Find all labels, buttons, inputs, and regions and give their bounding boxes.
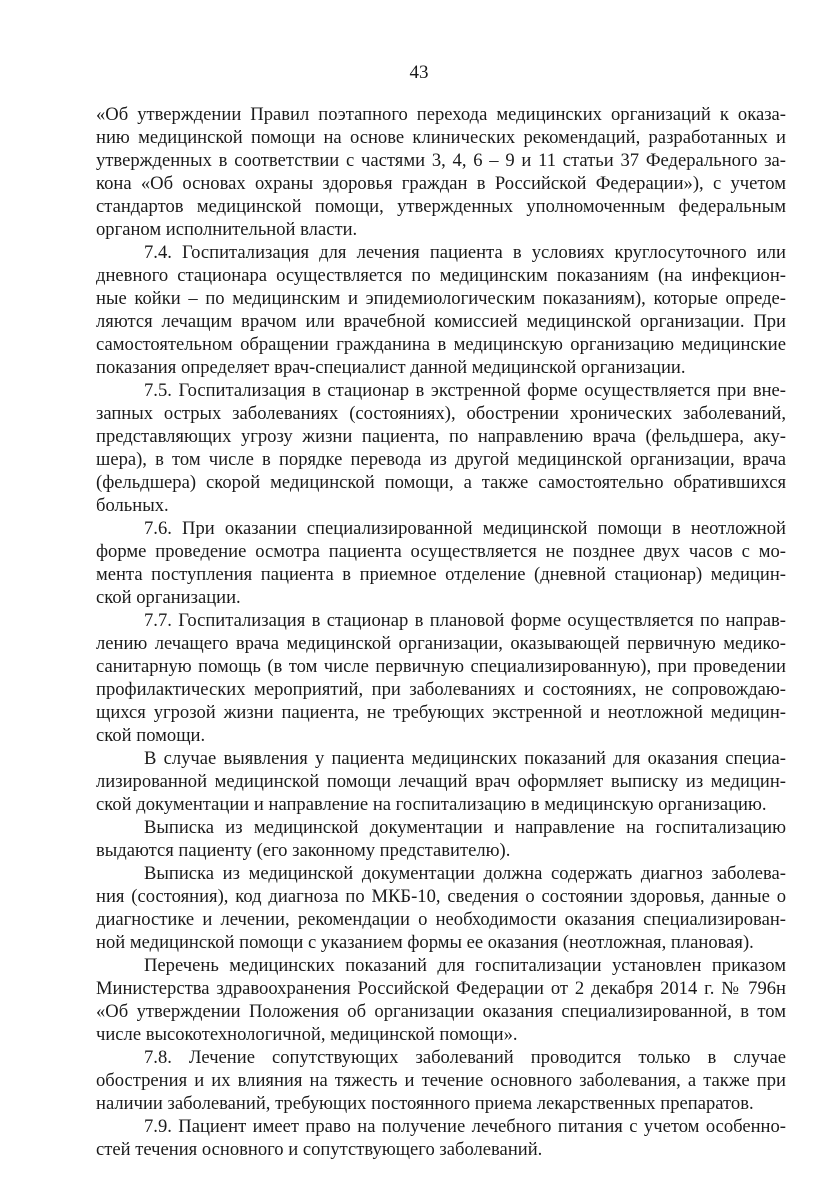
- text-line: самостоятельном обращении гражданина в медицинскую организацию медицинские: [96, 334, 786, 355]
- paragraph: [96, 379, 786, 517]
- text-line: выдаются пациенту (его законному представителю).: [96, 840, 511, 861]
- text-line: нию медицинской помощи на основе клинических рекомендаций, разработанных и: [96, 127, 786, 148]
- paragraph: [96, 103, 786, 241]
- page-number: 43: [409, 62, 429, 83]
- text-line: лению лечащего врача медицинской организации, оказывающей первичную медико-: [96, 633, 786, 654]
- text-line: ляются лечащим врачом или врачебной комиссией медицинской организации. При: [96, 311, 786, 332]
- text-line: лизированной медицинской помощи лечащий врач оформляет выписку из медицин-: [96, 771, 786, 792]
- text-line: представляющих угрозу жизни пациента, по направлению врача (фельдшера, аку-: [96, 426, 786, 447]
- text-line: 7.4. Госпитализация для лечения пациента в условиях круглосуточного или: [144, 242, 786, 263]
- text-line: ской документации и направление на госпитализацию в медицинскую организацию.: [96, 794, 767, 815]
- paragraph: [96, 241, 786, 379]
- text-line: 7.6. При оказании специализированной медицинской помощи в неотложной: [144, 518, 786, 539]
- text-line: мента поступления пациента в приемное отделение (дневной стационар) медицин-: [96, 564, 786, 585]
- text-line: запных острых заболеваниях (состояниях), обострении хронических заболеваний,: [96, 403, 786, 424]
- text-line: ской организации.: [96, 587, 241, 608]
- text-line: органом исполнительной власти.: [96, 219, 358, 240]
- paragraph: [96, 954, 786, 1046]
- text-line: 7.8. Лечение сопутствующих заболеваний проводится только в случае: [144, 1047, 786, 1068]
- paragraph: [96, 816, 786, 862]
- text-line: дневного стационара осуществляется по медицинским показаниям (на инфекцион-: [96, 265, 786, 286]
- text-line: 7.5. Госпитализация в стационар в экстренной форме осуществляется при вне-: [144, 380, 786, 401]
- text-line: кона «Об основах охраны здоровья граждан в Российской Федерации»), с учетом: [96, 173, 786, 194]
- text-line: 7.9. Пациент имеет право на получение лечебного питания с учетом особенно-: [144, 1116, 786, 1137]
- paragraph: [96, 517, 786, 609]
- text-line: ния (состояния), код диагноза по МКБ-10, сведения о состоянии здоровья, данные о: [96, 886, 786, 907]
- text-line: форме проведение осмотра пациента осуществляется не позднее двух часов с мо-: [96, 541, 786, 562]
- text-line: ской помощи.: [96, 725, 206, 746]
- text-line: «Об утверждении Правил поэтапного перехода медицинских организаций к оказа-: [96, 104, 786, 125]
- text-line: Выписка из медицинской документации должна содержать диагноз заболева-: [144, 863, 786, 884]
- text-line: (фельдшера) скорой медицинской помощи, а также самостоятельно обратившихся: [96, 472, 786, 493]
- text-line: санитарную помощь (в том числе первичную специализированную), при проведении: [96, 656, 786, 677]
- text-line: стей течения основного и сопутствующего заболеваний.: [96, 1139, 543, 1160]
- paragraph: [96, 862, 786, 954]
- text-line: 7.7. Госпитализация в стационар в плановой форме осуществляется по направ-: [144, 610, 786, 631]
- text-line: шера), в том числе в порядке перевода из другой медицинской организации, врача: [96, 449, 786, 470]
- text-line: больных.: [96, 495, 169, 516]
- text-line: щихся угрозой жизни пациента, не требующих экстренной и неотложной медицин-: [96, 702, 786, 723]
- text-line: обострения и их влияния на тяжесть и течение основного заболевания, а также при: [96, 1070, 786, 1091]
- paragraph: [96, 609, 786, 747]
- text-line: профилактических мероприятий, при заболеваниях и состояниях, не сопровождаю-: [96, 679, 786, 700]
- text-line: «Об утверждении Положения об организации оказания специализированной, в том: [96, 1001, 786, 1022]
- paragraph: [96, 747, 786, 816]
- text-line: числе высокотехнологичной, медицинской помощи».: [96, 1024, 518, 1045]
- text-line: ные койки – по медицинским и эпидемиологическим показаниям), которые опреде-: [96, 288, 786, 309]
- text-line: стандартов медицинской помощи, утвержденных уполномоченным федеральным: [96, 196, 786, 217]
- paragraph: [96, 1115, 786, 1161]
- text-line: Перечень медицинских показаний для госпитализации установлен приказом: [144, 955, 786, 976]
- text-line: Выписка из медицинской документации и направление на госпитализацию: [144, 817, 786, 838]
- paragraph: [96, 1046, 786, 1115]
- text-line: наличии заболеваний, требующих постоянного приема лекарственных препаратов.: [96, 1093, 754, 1114]
- text-line: показания определяет врач-специалист данной медицинской организации.: [96, 357, 686, 378]
- text-line: ной медицинской помощи с указанием формы ее оказания (неотложная, плановая).: [96, 932, 754, 953]
- text-line: В случае выявления у пациента медицинских показаний для оказания специа-: [144, 748, 786, 769]
- text-line: диагностике и лечении, рекомендации о необходимости оказания специализирован-: [96, 909, 786, 930]
- document-body: [96, 103, 786, 1161]
- text-line: утвержденных в соответствии с частями 3, 4, 6 – 9 и 11 статьи 37 Федерального за-: [96, 150, 786, 171]
- text-line: Министерства здравоохранения Российской Федерации от 2 декабря 2014 г. № 796н: [96, 978, 786, 999]
